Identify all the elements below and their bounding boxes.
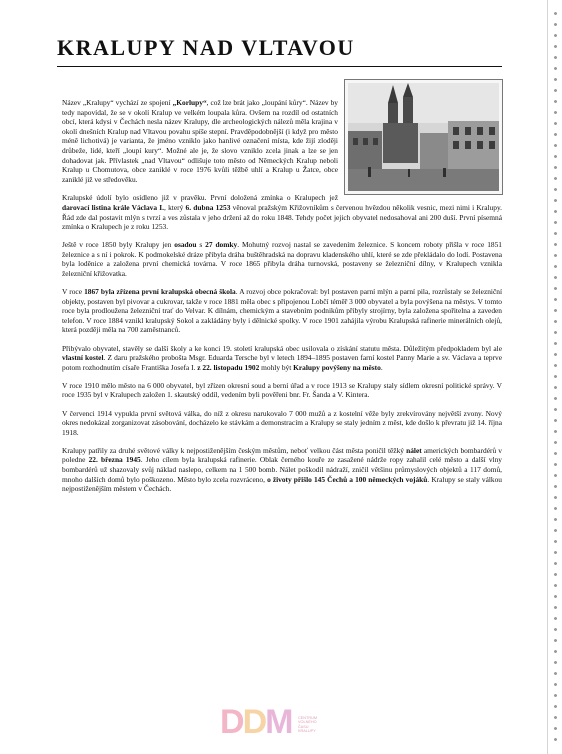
text-run: V červenci 1914 vypukla první světová válka, do níž z okresu narukovalo 7 000 mužů a z kostelní věže byly zrekvírovány největší zvony. Nový okres nedokázal zorganizovat zásobování, docházelo ke stávkám a demonstracím a Kralupy se staly jedním z měst, kde došlo k převratu již 14. října 1918. <box>62 408 502 437</box>
text-run: . Z daru pražského probošta Msgr. Eduarda Tersche byl v letech 1894–1895 postaven farní kostel Panny Marie a sv. Václava a teprve potom rozhodnutím císaře Františka Josefa I. <box>62 353 502 372</box>
paragraph-railway <box>62 240 502 278</box>
text-run: . Mohutný rozvoj nastal se zavedením železnice. S koncem roboty přišla v roce 1851 železnice a s ní i pokrok. K podmokelské dráze přibyla dráha buštěhradská na dopravu kladenského uhlí, které se zde překládalo do lodí. Postavena byla loděnice a založena první chemická továrna. V roce 1865 přibyla dráha turnovská, postaveny se železniční dílny, v Kralupech vznikla železniční křižovatka. <box>62 240 502 278</box>
bold-text: nálet <box>406 445 422 455</box>
bold-text: „Korlupy“ <box>172 98 207 107</box>
text-run: Přibývalo obyvatel, stavěly se další školy a ke konci 19. století kralupská obec usilovala o získání statutu města. Důležitým předpokladem byl ale <box>62 343 502 353</box>
text-run: . Jeho cílem byla kralupská rafinerie. Oblak černého kouře ze zasažené nádrže ropy zahalil celé město a další vlny bombardérů už shazovaly svůj náklad naslepo, celkem na 1 500 bomb. Nálet poškodil nádraží, zničil většinu průmyslových objektů a 117 domů, mnoho dalších domů bylo poškozeno. Město bylo zcela rozvráceno, <box>62 455 502 484</box>
binder-edge <box>547 0 562 754</box>
text-run: , což lze brát jako „loupání kůry“. Název by tedy napovídal, že se v okolí Kralup ve velkém loupala kůra. Ovšem na rozdíl od ostatních obcí, která kdysi v Čechách nesla název Kralupy, dle archeologických nálezů měla krajina v okolí dnešních Kralup nad Vltavou povahu spíše stepní. Pravděpodobnější (i když pro město méně lichotivá) je varianta, že jméno vzniklo jako hanlivé označení místa, kde žijí zloději drůbeže, lidé, kteří „loupí kury“. Možné ale je, že slovo vzniklo zcela jinak a lze se jen dohadovat jak. Přívlastek „nad Vltavou“ odlišuje toto město od Německých Kralup neboli Kralup u Chomutova, obce zaniklé v roce 1976 kvůli těžbě uhlí a Kralup u Žatce, obce zaniklé již ve středověku. <box>62 98 338 184</box>
text-run: Kralupy patřily za druhé světové války k nejpostiženějším českým městům, neboť velkou část města poničil těžký <box>62 445 407 455</box>
binder-holes <box>551 8 560 748</box>
text-run: věnoval pražským Křižovníkům s červenou hvězdou několik vesnic, mezi nimi i Kralupy. Řád zde dal postavit mlýn s tvrzí a ves zůstala v jeho držení až do roku 1848. Tehdy počet jejich obyvatel nedosahoval ani 200 duší. První písemná zmínka o Kralupech je z roku 1253. <box>62 202 503 232</box>
text-run: Název „Kralupy“ vychází ze spojení <box>62 98 173 107</box>
text-run: Kralupské údolí bylo osídleno již v pravěku. První doložená zmínka o Kralupech jež <box>62 193 338 203</box>
bold-text: osadou <box>174 240 197 250</box>
text-run: . Kralupy se staly válkou nejpostiženějším městem v Čechách. <box>62 474 502 494</box>
logo-caption: CENTRUM VOLNÉHO ČASU KRALUPY <box>298 716 317 734</box>
title-underline <box>57 66 502 67</box>
paragraph-district <box>62 381 502 400</box>
paragraph-history <box>62 193 502 231</box>
paragraph-ww1 <box>62 409 502 438</box>
logo-letters: DDM <box>220 703 292 741</box>
bold-text: 22. března 1945 <box>88 455 141 465</box>
ddm-logo <box>220 702 330 748</box>
bold-text: darovací listina krále Václava I. <box>62 202 165 212</box>
text-run: mohly být <box>259 362 294 372</box>
text-run: V roce 1910 mělo město na 6 000 obyvatel, byl zřízen okresní soud a berní úřad a v roce 1913 se Kralupy staly sídlem okresní politické správy. V roce 1935 byl v Kralupech založen 1. skautský oddíl, vedením byli pověřeni bnr. Fr. Šanda a V. Kintera. <box>62 380 502 400</box>
text-run: , který <box>164 202 186 212</box>
text-run: V roce <box>62 287 85 297</box>
bold-text: vlastní kostel <box>62 353 104 363</box>
paragraph-ww2 <box>62 446 502 494</box>
bold-text: Kralupy povýšeny na město <box>293 362 381 372</box>
bold-text: z 22. listopadu 1902 <box>197 362 260 372</box>
paragraph-school <box>62 287 502 335</box>
page-title: KRALUPY NAD VLTAVOU <box>57 35 355 60</box>
bold-text: 27 domky <box>205 240 238 250</box>
text-run: Ještě v roce 1850 byly Kralupy jen <box>62 240 175 250</box>
text-run: . A rozvoj obce pokračoval: byl postaven parní mlýn a parní pila, rozrůstaly se železniční objekty, postaven byl pivovar a cukrovar, takže v roce 1881 měla obec s připojenou Lobčí téměř 3 000 obyvatel a byla povýšena na městys. V tomto roce byla prodloužena železniční trať do Velvar. K dílnám, chemickým a stavebním podnikům přibyly strojírny, byla založena spořitelna a zaveden telefon. V roce 1884 vznikl kralupský Sokol a zakládány byly i dělnické spolky. V roce 1901 zahájila výrobu Kralupská rafinerie minerálních olejů, která později měla na 700 zaměstnanců. <box>62 287 502 335</box>
article-body <box>62 98 502 502</box>
text-run: amerických bombardérů v poledne <box>62 445 502 465</box>
bold-text: o životy přišlo 145 Čechů a 100 německých vojáků <box>267 474 428 484</box>
bold-text: 6. dubna 1253 <box>185 202 231 212</box>
bold-text: 1867 byla zřízena první kralupská obecná škola <box>84 287 236 297</box>
paragraph-intro <box>62 98 502 184</box>
text-run: . <box>380 362 383 372</box>
text-run: s <box>196 240 206 250</box>
paragraph-church <box>62 344 502 373</box>
